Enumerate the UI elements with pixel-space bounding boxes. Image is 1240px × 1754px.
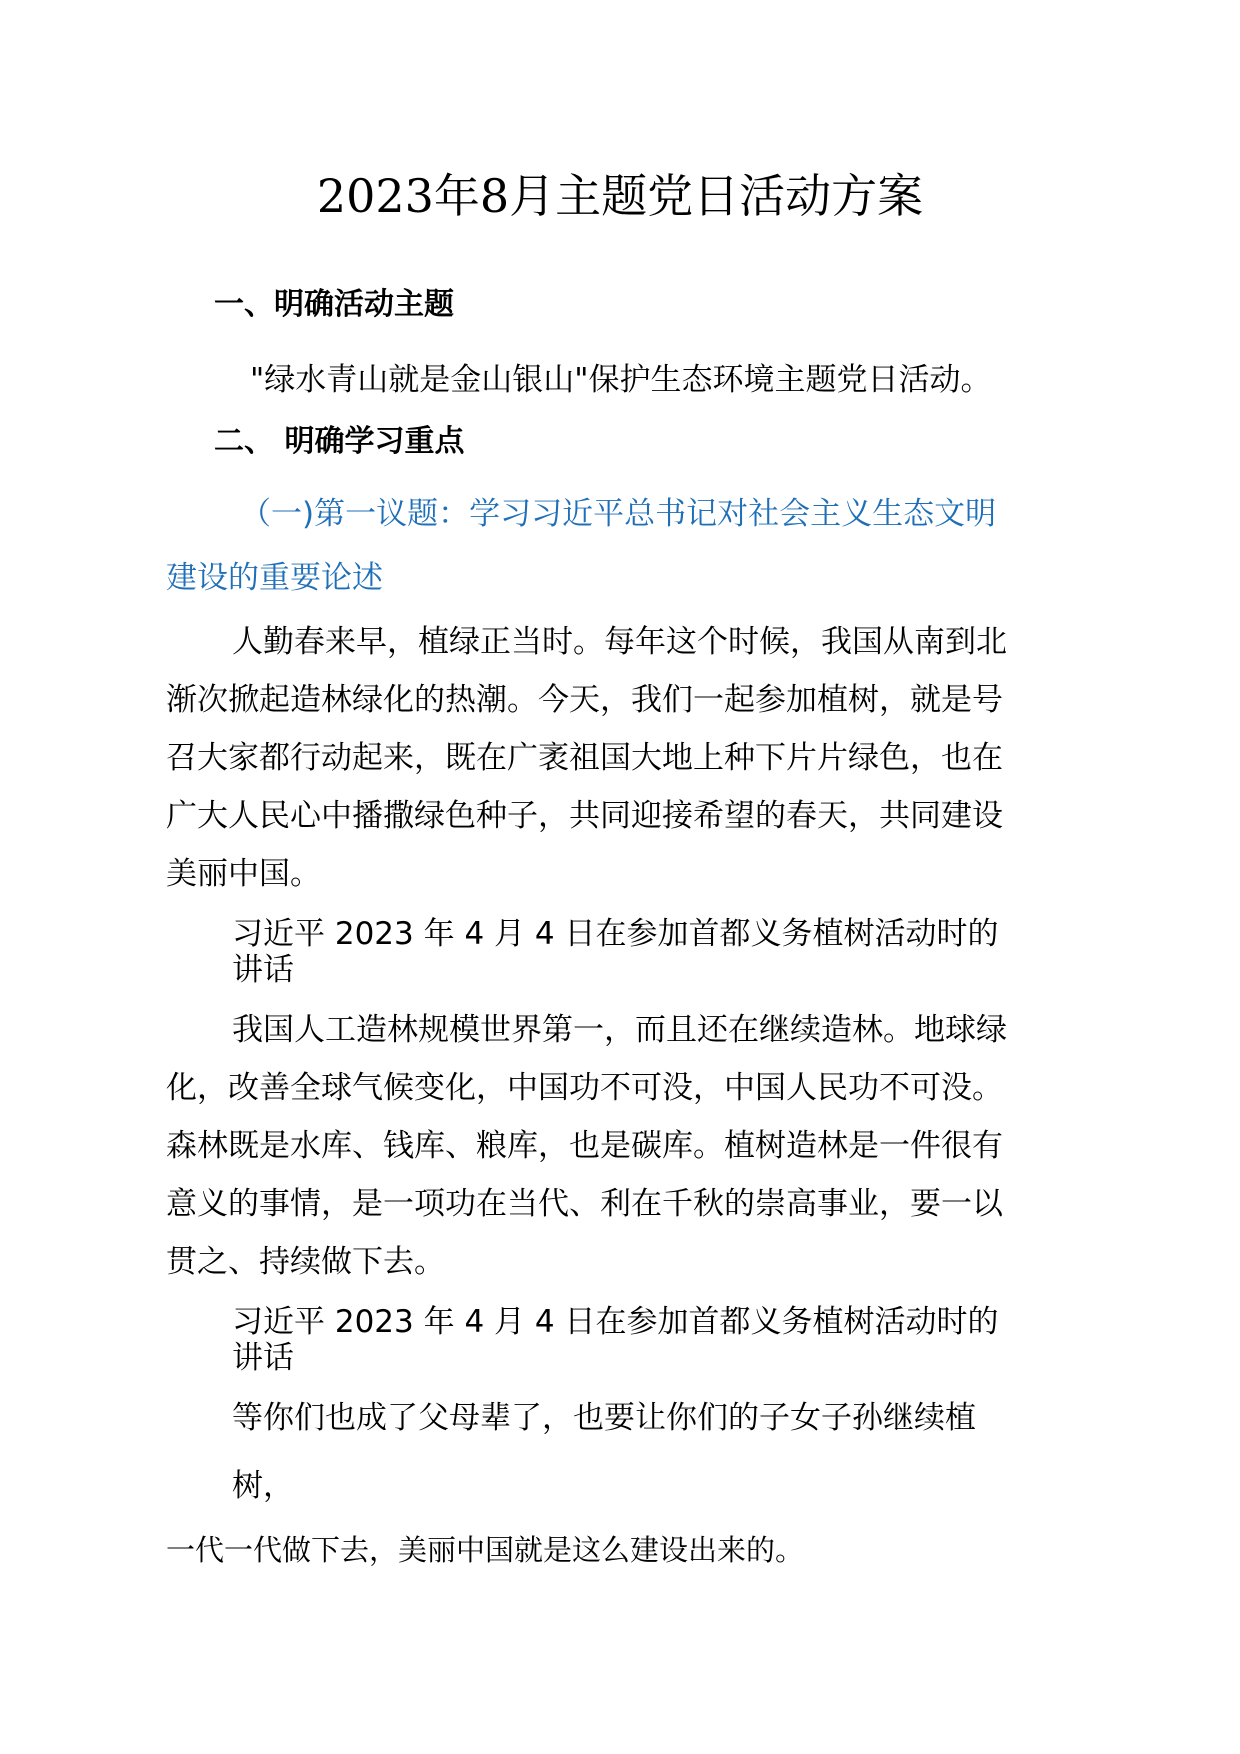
quote2-line: 我国人工造林规模世界第一，而且还在继续造林。地球绿 [232,1012,1007,1048]
quote1-line: 召大家都行动起来，既在广袤祖国大地上种下片片绿色，也在 [166,740,1003,776]
section1-heading: 一、明确活动主题 [214,287,454,322]
quote2-line: 贯之、持续做下去。 [166,1244,445,1280]
quote1-line: 人勤春来早，植绿正当时。每年这个时候，我国从南到北 [232,624,1007,660]
quote3-line1: 等你们也成了父母辈了，也要让你们的子女子孙继续植 [232,1400,976,1436]
quote1-line: 美丽中国。 [166,856,321,892]
quote2-line: 意义的事情，是一项功在当代、利在千秋的崇高事业，要一以 [166,1186,1003,1222]
section2-topic-line2: 建设的重要论述 [166,560,383,596]
quote2-source-line1: 习近平 2023 年 4 月 4 日在参加首都义务植树活动时的 [232,1304,999,1340]
document-title: 2023年8月主题党日活动方案 [316,169,924,223]
section1-theme-text: "绿水青山就是金山银山"保护生态环境主题党日活动。 [250,362,992,398]
quote1-source-line2: 讲话 [232,952,294,988]
quote2-line: 森林既是水库、钱库、粮库，也是碳库。植树造林是一件很有 [166,1128,1003,1164]
quote2-line: 化，改善全球气候变化，中国功不可没，中国人民功不可没。 [166,1070,1003,1106]
section2-heading: 二、 明确学习重点 [214,424,465,459]
quote1-line: 渐次掀起造林绿化的热潮。今天，我们一起参加植树，就是号 [166,682,1003,718]
quote1-line: 广大人民心中播撒绿色种子，共同迎接希望的春天，共同建设 [166,798,1003,834]
quote1-source-line1: 习近平 2023 年 4 月 4 日在参加首都义务植树活动时的 [232,916,999,952]
quote2-source-line2: 讲话 [232,1340,294,1376]
quote3-line3: 一代一代做下去，美丽中国就是这么建设出来的。 [166,1533,805,1567]
section2-topic-line1: （一)第一议题：学习习近平总书记对社会主义生态文明 [240,496,997,532]
quote3-line2: 树， [232,1468,294,1504]
